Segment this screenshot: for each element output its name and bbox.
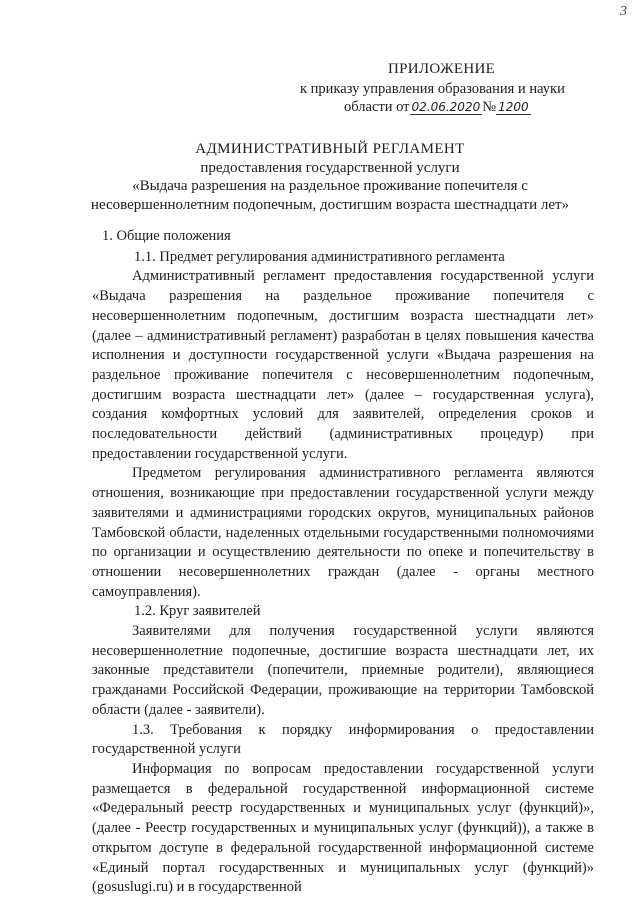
paragraph-1-3: Информация по вопросам предоставлении государственной услуги размещается в федеральной государственной информационной системе «Федеральный реестр государственных и муниципальных услуг (функций)», (далее - Реестр государственных и муниципальных услуг (функций)), а также в открытом доступе в федеральной государственной информационной системе «Единый портал государственных и муниципальных услуг (функций)» (gosuslugi.ru) и в государственной (92, 760, 594, 896)
section-heading-general: 1. Общие положения (102, 228, 231, 244)
paragraph-1-2: Заявителями для получения государственной услуги являются несовершеннолетние подопечные, достигшие возраста шестнадцати лет, их законные представители (попечители, приемные родители), являющиеся гражданами Российской Федерации, проживающие на территории Тамбовской области (далее - заявители). (92, 623, 594, 718)
handwritten-order-number: 1200 (498, 100, 529, 114)
title-line-3: «Выдача разрешения на раздельное проживание попечителя с несовершеннолетним подопечным, достигшим возраста шестнадцати лет» (90, 178, 570, 213)
page-number-handwritten: 3 (620, 4, 627, 19)
number-sign: № (482, 99, 497, 115)
appendix-date-line (344, 98, 531, 116)
title-line-1: АДМИНИСТРАТИВНЫЙ РЕГЛАМЕНТ (195, 141, 465, 157)
subsection-heading-1-1: 1.1. Предмет регулирования административного регламента (134, 248, 505, 265)
appendix-heading: ПРИЛОЖЕНИЕ (388, 61, 496, 77)
subsection-heading-1-3: 1.3. Требования к порядку информирования о предоставлении государственной услуги (92, 721, 594, 758)
appendix-order-line: к приказу управления образования и науки (300, 81, 565, 97)
paragraph-1-1-b: Предметом регулирования административного регламента являются отношения, возникающие при предоставлении государственной услуги между заявителями и администрациями городских округов, муниципальных районов Тамбовской области, наделенных отдельными государственными полномочиями по организации и осуществлению деятельности по опеке и попечительству в отношении несовершеннолетних граждан (далее - органы местного самоуправления). (92, 465, 594, 600)
handwritten-date: 02.06.2020 (411, 100, 481, 114)
appendix-date-prefix: области от (344, 99, 410, 115)
paragraph-1-1-a: Административный регламент предоставления государственной услуги «Выдача разрешения на раздельное проживание попечителя с несовершеннолетним подопечным, достигшим возраста шестнадцати лет» (далее – административный регламент) разработан в целях повышения качества исполнения и доступности государственной услуги «Выдача разрешения на раздельное проживание попечителя с несовершеннолетним подопечным, достигшим возраста шестнадцати лет» (далее – государственная услуга), создания комфортных условий для заявителей, определения сроков и последовательности действий (административных процедур) при предоставлении государственной услуги. (92, 268, 594, 462)
document-body (92, 227, 594, 898)
title-line-2: предоставления государственной услуги (200, 159, 460, 176)
regulation-title (80, 140, 580, 214)
subsection-heading-1-2: 1.2. Круг заявителей (134, 603, 261, 620)
